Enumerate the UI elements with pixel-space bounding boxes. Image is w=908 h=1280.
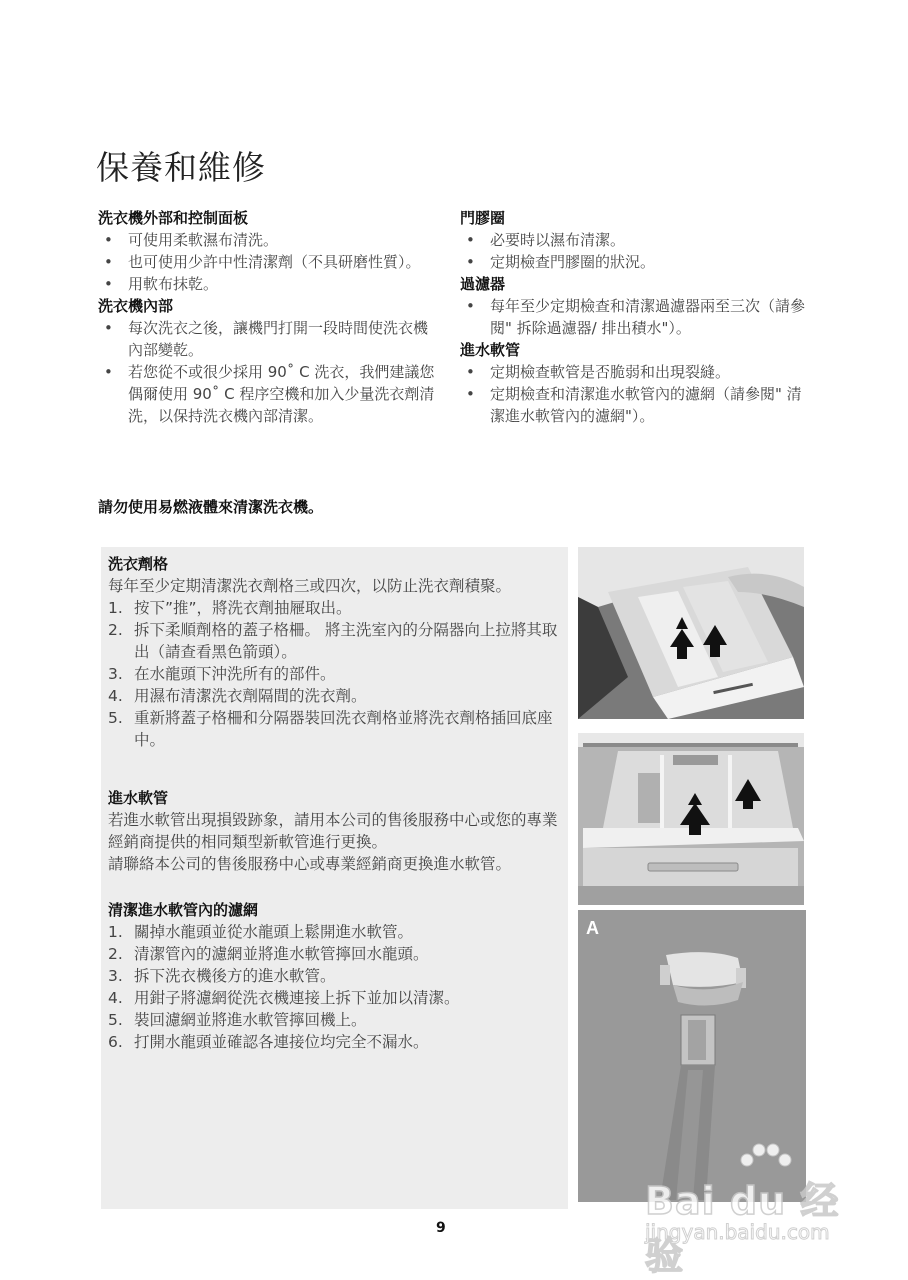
bullet-icon: • xyxy=(466,385,475,403)
spacer xyxy=(108,875,563,899)
bullet-icon: • xyxy=(466,253,475,271)
section-heading-filter: 過濾器 xyxy=(460,275,506,293)
section-heading-door-seal: 門膠圈 xyxy=(460,209,506,227)
step-item: 2. 拆下柔順劑格的蓋子格柵。 將主洗室內的分隔器向上拉將其取出（請查看黑色箭頭）。 xyxy=(108,621,558,661)
step-item: 4. 用鉗子將濾網從洗衣機連接上拆下並加以清潔。 xyxy=(108,989,460,1007)
section-heading-interior: 洗衣機內部 xyxy=(98,297,174,315)
left-column xyxy=(98,207,438,427)
drawer-pull-illustration xyxy=(578,547,804,719)
section-heading-detergent-drawer: 洗衣劑格 xyxy=(108,555,169,573)
bullet-icon: • xyxy=(104,363,113,381)
list-item: • 也可使用少許中性清潔劑（不具研磨性質）。 xyxy=(104,253,421,271)
detergent-steps xyxy=(108,597,563,751)
spacer xyxy=(108,751,563,787)
drawer-divider-illustration xyxy=(578,733,804,905)
step-item: 2. 清潔管內的濾網並將進水軟管擰回水龍頭。 xyxy=(108,945,429,963)
list-item: • 用軟布抹乾。 xyxy=(104,275,219,293)
door-seal-bullet-list xyxy=(460,229,805,273)
step-item: 6. 打開水龍頭並確認各連接位均完全不漏水。 xyxy=(108,1033,429,1051)
step-item: 1. 按下”推”，將洗衣劑抽屜取出。 xyxy=(108,599,352,617)
detergent-intro: 每年至少定期清潔洗衣劑格三或四次，以防止洗衣劑積聚。 xyxy=(108,577,512,595)
detergent-drawer-photo xyxy=(578,547,804,719)
bullet-icon: • xyxy=(466,231,475,249)
step-item: 4. 用濕布清潔洗衣劑隔間的洗衣劑。 xyxy=(108,687,367,705)
step-item: 5. 裝回濾網並將進水軟管擰回機上。 xyxy=(108,1011,367,1029)
list-item: • 定期檢查門膠圈的狀況。 xyxy=(466,253,656,271)
hose-paragraph-2: 請聯絡本公司的售後服務中心或專業經銷商更換進水軟管。 xyxy=(108,855,512,873)
step-item: 1. 關掉水龍頭並從水龍頭上鬆開進水軟管。 xyxy=(108,923,414,941)
step-item: 5. 重新將蓋子格柵和分隔器裝回洗衣劑格並將洗衣劑格插回底座中。 xyxy=(108,709,553,749)
bullet-icon: • xyxy=(104,253,113,271)
bullet-icon: • xyxy=(104,319,113,337)
hose-filter-steps xyxy=(108,921,563,1053)
bullet-icon: • xyxy=(104,275,113,293)
list-item: • 定期檢查和清潔進水軟管內的濾網（請參閱" 清潔進水軟管內的濾網"）。 xyxy=(466,385,802,425)
inlet-hose-bullet-list xyxy=(460,361,805,427)
bullet-icon: • xyxy=(104,231,113,249)
instructions-content xyxy=(108,553,563,1053)
detergent-drawer-top-photo xyxy=(578,733,804,905)
exterior-bullet-list xyxy=(98,229,438,295)
bullet-icon: • xyxy=(466,363,475,381)
step-item: 3. 在水龍頭下沖洗所有的部件。 xyxy=(108,665,336,683)
list-item: • 若您從不或很少採用 90˚ C 洗衣，我們建議您偶爾使用 90˚ C 程序空機和加入少量洗衣劑清洗，以保持洗衣機內部清潔。 xyxy=(104,363,435,425)
bullet-icon: • xyxy=(466,297,475,315)
hose-paragraph-1: 若進水軟管出現損毀跡象，請用本公司的售後服務中心或您的專業經銷商提供的相同類型新軟管進行更換。 xyxy=(108,811,558,851)
instructions-panel xyxy=(101,547,568,1209)
page-title: 保養和維修 xyxy=(96,148,266,187)
section-heading-exterior: 洗衣機外部和控制面板 xyxy=(98,209,249,227)
interior-bullet-list xyxy=(98,317,438,427)
section-heading-inlet-hose: 進水軟管 xyxy=(460,341,521,359)
photo-label: A xyxy=(586,918,599,938)
right-column xyxy=(460,207,805,427)
list-item: • 每年至少定期檢查和清潔過濾器兩至三次（請參閱" 拆除過濾器/ 排出積水"）。 xyxy=(466,297,806,337)
list-item: • 定期檢查軟管是否脆弱和出現裂縫。 xyxy=(466,363,731,381)
list-item: • 每次洗衣之後，讓機門打開一段時間使洗衣機內部變乾。 xyxy=(104,319,429,359)
list-item: • 可使用柔軟濕布清洗。 xyxy=(104,231,279,249)
baidu-watermark xyxy=(645,1140,865,1278)
page-number: 9 xyxy=(436,1220,446,1236)
flammable-warning: 請勿使用易燃液體來清潔洗衣機。 xyxy=(98,498,324,516)
filter-bullet-list xyxy=(460,295,805,339)
watermark-url: jingyan.baidu.com xyxy=(645,1220,830,1244)
section-heading-hose-replace: 進水軟管 xyxy=(108,789,169,807)
list-item: • 必要時以濕布清潔。 xyxy=(466,231,626,249)
watermark-logo-text: Bai du 经验 xyxy=(645,1179,840,1278)
section-heading-hose-filter: 清潔進水軟管內的濾網 xyxy=(108,901,259,919)
step-item: 3. 拆下洗衣機後方的進水軟管。 xyxy=(108,967,336,985)
